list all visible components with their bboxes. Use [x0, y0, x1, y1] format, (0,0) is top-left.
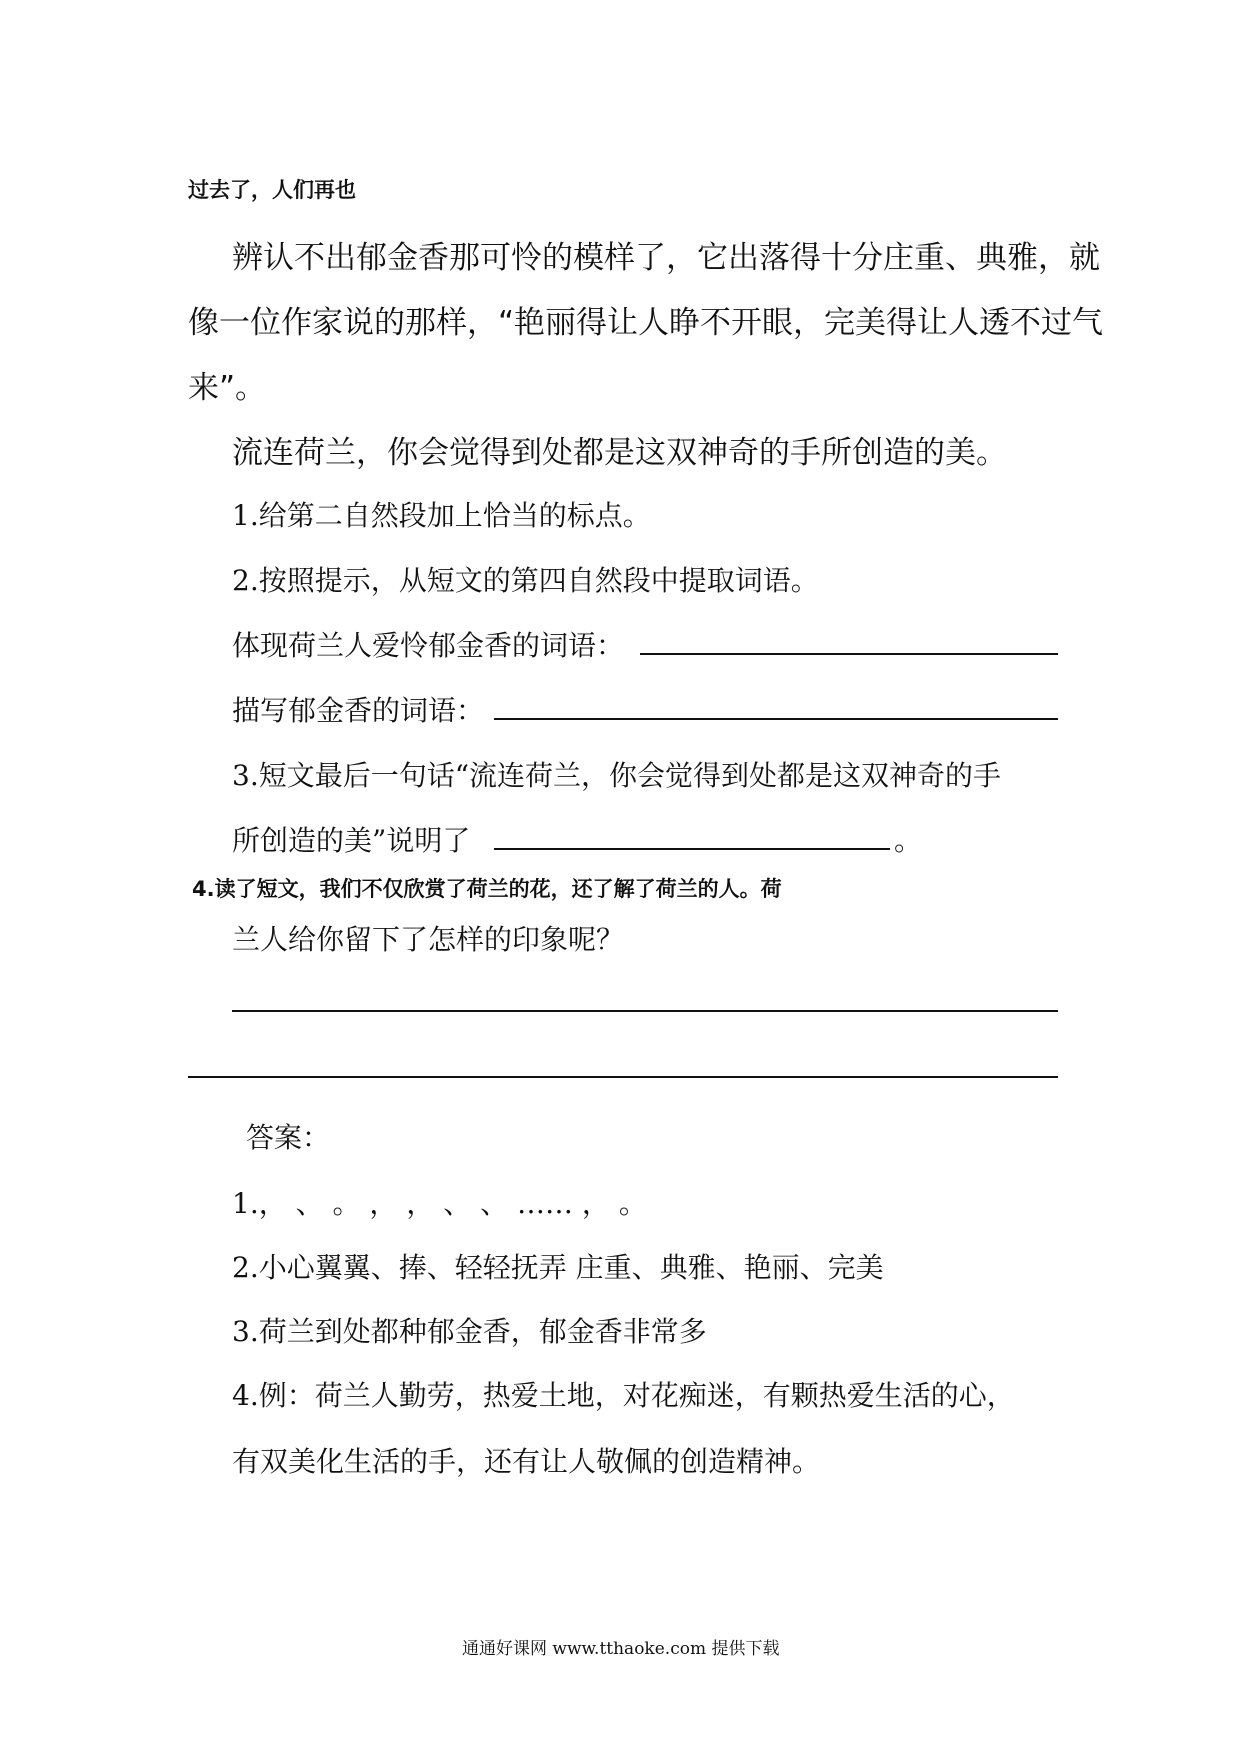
answer-blank-line[interactable]	[494, 848, 890, 850]
passage-paragraph-line: 流连荷兰，你会觉得到处都是这双神奇的手所创造的美。	[232, 435, 1007, 471]
passage-paragraph-line: 来”。	[188, 370, 267, 406]
answer-2: 2.小心翼翼、捧、轻轻抚弄 庄重、典雅、艳丽、完美	[232, 1251, 884, 1284]
passage-paragraph-line: 辨认不出郁金香那可怜的模样了，它出落得十分庄重、典雅，就	[232, 240, 1100, 276]
answer-blank-line[interactable]	[188, 1076, 1058, 1078]
question-4-line: 兰人给你留下了怎样的印象呢？	[232, 923, 625, 956]
passage-paragraph-line: 像一位作家说的那样，“艳丽得让人睁不开眼，完美得让人透不过气	[188, 305, 1104, 341]
question-3-suffix: 。	[894, 824, 923, 857]
answers-heading: 答案：	[246, 1121, 331, 1154]
question-2: 2.按照提示，从短文的第四自然段中提取词语。	[232, 564, 819, 597]
page-footer: 通通好课网 www.tthaoke.com 提供下载	[462, 1639, 780, 1659]
question-3-line: 所创造的美”说明了	[232, 824, 471, 857]
answer-blank-line[interactable]	[232, 1010, 1058, 1012]
answer-1: 1.， 、 。 ， ， 、 、 …… ， 。	[232, 1187, 647, 1220]
question-2-prompt-a: 体现荷兰人爱怜郁金香的词语：	[232, 629, 625, 662]
passage-lead-in: 过去了，人们再也	[188, 178, 356, 202]
question-2-prompt-b: 描写郁金香的词语：	[232, 694, 485, 727]
answer-4-line: 4.例：荷兰人勤劳，热爱土地，对花痴迷，有颗热爱生活的心，	[232, 1379, 1015, 1412]
answer-blank-line[interactable]	[640, 653, 1058, 655]
question-3-line: 3.短文最后一句话“流连荷兰，你会觉得到处都是这双神奇的手	[232, 759, 1002, 792]
question-4-line: 4.读了短文，我们不仅欣赏了荷兰的花，还了解了荷兰的人。荷	[192, 877, 782, 901]
question-1: 1.给第二自然段加上恰当的标点。	[232, 499, 651, 532]
answer-4-line: 有双美化生活的手，还有让人敬佩的创造精神。	[232, 1445, 821, 1478]
answer-blank-line[interactable]	[494, 718, 1058, 720]
answer-3: 3.荷兰到处都种郁金香，郁金香非常多	[232, 1315, 707, 1348]
